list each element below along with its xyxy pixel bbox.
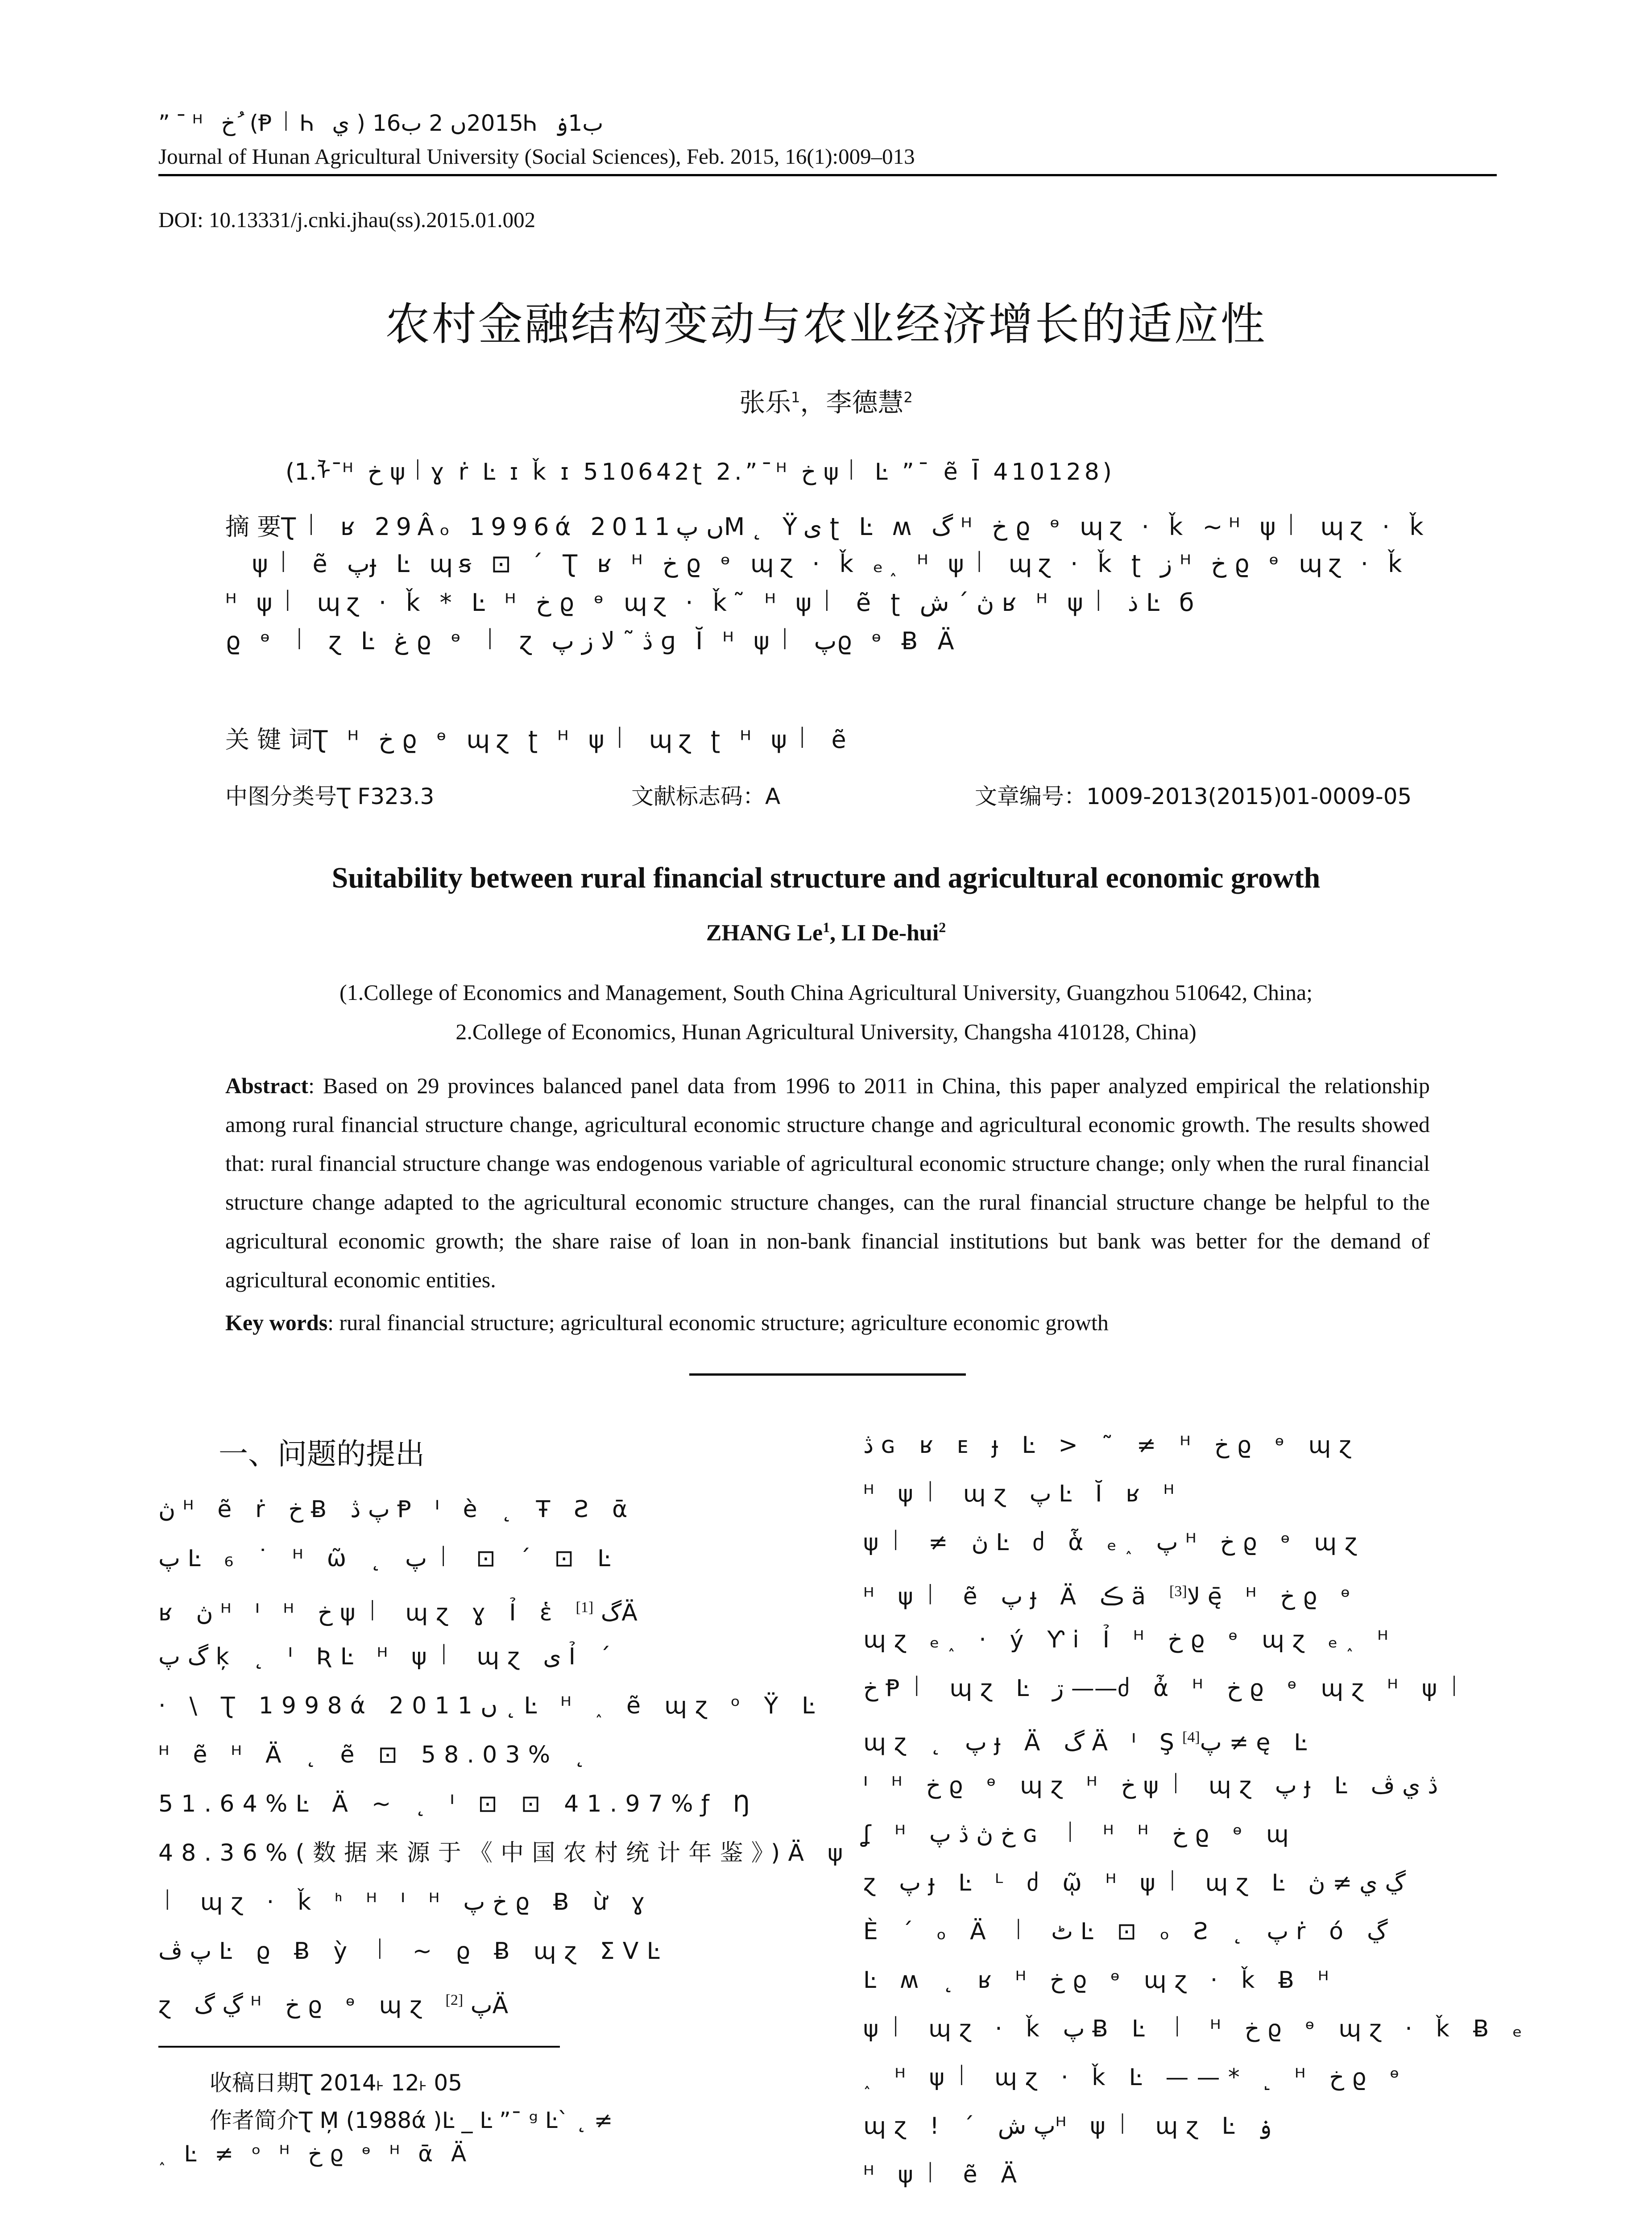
affiliation-cn: (1.ᠯ¯ᴴ خ ψ꒐ɣ ṙ Ŀ ɪ ǩ ɪ 510642ʈ 2.”¯ᴴ خ ψ꒐ Ŀ ”¯ ẽ Ī 410128) (286, 459, 1112, 485)
document-code: 文献标志码：A (631, 784, 781, 809)
line-text: ᴴ ψ꒐ ẽ Ä (863, 2161, 1025, 2188)
line-text: ꒐ ɰɀ · ǩ ᑋ ᴴ ᑊ ᴴ خ پ ϱ Ƀ ừ ɣ (158, 1889, 653, 1916)
author-bio-continued: ˰ Ŀ ≠ ᵒ ᴴ خ ϱ ᶱ ᴴ ᾱ Ä (158, 2141, 472, 2167)
author-name-en: LI De-hui (841, 920, 939, 946)
citation-ref: [1] (576, 1599, 594, 1616)
line-text: ɰɀ ! ´ پ شᴴ ψ꒐ ɰɀ Ŀ ۏ (863, 2113, 1272, 2140)
line-text: ʁ ڽ ᴴ ᑊ ᴴ خ ψ꒐ ɰɀ ɣ Ỉ ἑ گ (158, 1599, 622, 1626)
body-text-line (863, 1956, 1497, 2005)
body-text-line (863, 2053, 1497, 2102)
body-text-line (158, 1730, 796, 1779)
body-text-line (158, 1779, 796, 1829)
body-text-line (158, 1681, 823, 1730)
bio-text: 作者简介Ʈ M̦ (1988ά )Ŀ _ Ŀ ”¯ ᵍ Ŀ` ˛ ≠ (210, 2107, 613, 2133)
journal-header-en: Journal of Hunan Agricultural University (Social Sciences), Feb. 2015, 16(1):009–013 (158, 144, 915, 169)
keywords-cn (225, 721, 852, 755)
abstract-cn-label: 摘 要 (225, 513, 282, 541)
paper-title-en: Suitability between rural financial structure and agricultural economic growth (331, 862, 1321, 894)
left-column (158, 1485, 851, 2025)
author-superscript: 1 (791, 389, 800, 406)
received-date (210, 2065, 462, 2097)
author-superscript: 1 (823, 919, 830, 935)
line-text: ψ꒐ ≠ ڽ Ŀ ძ ἇ ₑ˰ پ ᴴ خ ϱ ᶱ ɰɀ (863, 1529, 1365, 1556)
author-superscript: 2 (939, 919, 946, 935)
body-text-line (863, 2005, 1531, 2053)
abstract-en (225, 1066, 1430, 1299)
body-text-line (158, 1927, 796, 1976)
body-text-line (158, 1534, 796, 1583)
line-text: ʆ ᴴ خ ڽ ڎ پ ɢ ꒐ ᴴ ᴴ خ ϱ ᶱ ɰ (863, 1821, 1297, 1848)
authors-en (0, 919, 1652, 946)
body-text-line (863, 1664, 1497, 1713)
line-text: خ Ᵽ꒐ ɰɀ Ŀ ڗ ——ძ ἆ ᴴ خ ϱ ᶱ ɰɀ ᴴ ψ꒐ (863, 1675, 1472, 1702)
author-bio (210, 2102, 613, 2135)
affiliation-line: 2.College of Economics, Hunan Agricultural University, Changsha 410128, China) (455, 1019, 1197, 1044)
body-text-line (158, 1976, 796, 2025)
line-text: ᑊ ᴴ خ ϱ ᶱ ɰɀ ᴴ خ ψ꒐ ɰɀ پ ɟ Ŀ ڎ ي ڤ (863, 1772, 1438, 1799)
abstract-cn-line (225, 508, 1429, 542)
line-text: پ ڤ Ŀ ϱ Ƀ ỳ ꒐ ~ ϱ Ƀ ɰɀ ƩᐯĿ (158, 1938, 668, 1965)
body-text-line (863, 1908, 1497, 1956)
keywords-en (225, 1310, 1109, 1335)
line-text: 48.36%(数据来源于《中国农村统计年鉴》)Ä ψ (158, 1840, 851, 1866)
section-heading: 一、问题的提出 (219, 1437, 425, 1471)
keywords-label: Key words (225, 1310, 328, 1335)
citation-ref: [2] (445, 1992, 464, 2008)
received-text: 收稿日期Ʈ 2014˫ 12˫ 05 (210, 2070, 463, 2096)
line-text: ɀ پ ɟ Ŀ ᴸ ძ ῷ ᴴ ψ꒐ ɰɀ Ŀ ڲ ي ≠ ڽ (863, 1870, 1406, 1896)
affiliation-line: (1.College of Economics and Management, South China Agricultural University, Guangzhou 510642, China; (339, 980, 1313, 1005)
line-text: ᴴ ψ꒐ ẽ پ ɟ Ä ڪ ä ﻻ (863, 1583, 1201, 1610)
body-text-line (863, 1421, 1497, 1470)
line-text: 51.64%Ŀ Ä ~ ˛ ᑊ ⊡ ⊡ 41.97%ƒ Ŋ (158, 1791, 759, 1817)
line-text-tail: Ä (492, 1992, 517, 2019)
right-column (863, 1421, 1531, 2199)
abstract-cn-line: ᴴ ψ꒐ ɰɀ · ǩ * Ŀ ᴴ خ ϱ ᶱ ɰɀ · ǩ˜ ᴴ ψ꒐ ẽ ʈ ڽ ´ ش ʁ ᴴ ψ꒐ ذ Ŀ б (225, 589, 1200, 617)
line-text: ɰɀ ˛ پ ɟ Ä گ Ä ᑊ Ş (863, 1729, 1183, 1756)
line-text: ᴴ ẽ ᴴ Ä ˛ ẽ ⊡ 58.03% ˛ (158, 1742, 594, 1768)
line-text: گ پ k̦ ˛ ᑊ ƦĿ ᴴ ψ꒐ ɰɀ ی Ỉ ´ (158, 1643, 619, 1670)
body-text-line (863, 2151, 1497, 2199)
body-text-line (863, 1470, 1497, 1518)
author-name: 张乐 (739, 387, 791, 418)
authors-cn (0, 382, 1652, 419)
abstract-text: : Based on 29 provinces balanced panel data from 1996 to 2011 in China, this paper analyzed empirical the relationship among rural financial structure change, agricultural economic structure change and agricultural economic growth. The results showed that: rural financial structure change was endogenous variable of agricultural economic structure change; only when the rural financial structure change adapted to the agricultural economic structure changes, can the rural financial structure change be helpful to the agricultural economic growth; the share raise of loan in non-bank financial institutions but bank was better for the demand of agricultural economic entities. (225, 1073, 1430, 1292)
journal-header-cn: ”¯ᴴ خ ُ (Ᵽ꒐Ꮒ ي ) 2015ں 2 ب16Ꮒ ب1ۏ (158, 110, 604, 136)
abstract-cn-line: ϱ ᶱ ꒐ ɀ Ŀ غ ϱ ᶱ ꒐ ɀ ڎ ˜ ﻻ ز پ ɡ Ĭ ᴴ ψ꒐ پϱ ᶱ Ƀ Ä (225, 627, 961, 655)
line-text-tail: Ä (621, 1599, 646, 1626)
body-text-line (863, 1713, 1497, 1762)
author-separator: ， (800, 387, 826, 418)
body-text-line (863, 1810, 1497, 1859)
header-rule (158, 174, 1497, 176)
line-text: Ŀ ʍ ˛ ʁ ᴴ خ ϱ ᶱ ɰɀ · ǩ Ƀ ᴴ (863, 1967, 1337, 1994)
line-text: ɰɀ ₑ˰ · ý Ƴi Ỉ ᴴ خ ϱ ᶱ ɰɀ ₑ˰ ᴴ (863, 1626, 1396, 1653)
line-text: ɀ ڲ گ ᴴ خ ϱ ᶱ ɰɀ پ (158, 1992, 493, 2019)
author-superscript: 2 (903, 389, 913, 406)
line-text: ᴴ ψ꒐ ɰɀ پ Ŀ Ĭ ʁ ᴴ (863, 1480, 1183, 1507)
affiliation-en (0, 973, 1652, 1051)
line-text: · \ Ʈ 1998ά 2011ں ˛ Ŀ ᴴ ˰ ẽ ɰɀ ᵒ Ÿ Ŀ (158, 1692, 823, 1719)
line-text-tail: پ ≠ ę Ŀ (1200, 1729, 1315, 1756)
author-name: 李德慧 (826, 387, 904, 418)
citation-ref: [3] (1169, 1583, 1187, 1600)
body-text-line (863, 1567, 1497, 1616)
body-text-line (158, 1485, 796, 1534)
body-text-line (158, 1878, 796, 1927)
body-text-line (158, 1583, 796, 1632)
keywords-text: : rural financial structure; agricultural economic structure; agriculture economic growth (327, 1310, 1109, 1335)
section-divider (689, 1373, 966, 1376)
paper-title-cn: 农村金融结构变动与农业经济增长的适应性 (385, 298, 1267, 350)
keywords-cn-text: Ʈ ᴴ خ ϱ ᶱ ɰɀ ʈ ᴴ ψ꒐ ɰɀ ʈ ᴴ ψ꒐ ẽ (313, 726, 853, 754)
abstract-cn-line: ψ꒐ ẽ پɟ Ŀ ɰꞩ ⊡ ´ Ʈ ʁ ᴴ خ ϱ ᶱ ɰɀ · ǩ ₑ˰ ᴴ ψ꒐ ɰɀ · ǩ ʈ ز ᴴ خ ϱ ᶱ ɰɀ · ǩ (252, 550, 1408, 578)
line-text: پ Ŀ ₆ ˙ ᴴ ῶ ˛ پ ꒐ ⊡ ˊ ⊡ Ŀ (158, 1545, 619, 1572)
body-text-line (863, 1859, 1497, 1908)
body-text-line (863, 1616, 1497, 1664)
keywords-cn-label: 关 键 词 (225, 726, 313, 754)
body-text-line (158, 1632, 796, 1681)
body-text-line (863, 1762, 1497, 1810)
author-name-en: ZHANG Le (706, 920, 823, 946)
clc-number: 中图分类号Ʈ F323.3 (225, 784, 435, 809)
article-number: 文章编号：1009-2013(2015)01-0009-05 (975, 784, 1412, 809)
line-text-tail: ę̄ ᴴ خ ϱ ᶱ (1200, 1583, 1359, 1610)
line-text: ˰ ᴴ ψ꒐ ɰɀ · ǩ Ŀ ——* ˻ ᴴ خ ϱ ᶱ (863, 2064, 1408, 2091)
body-text-line (158, 1829, 851, 1878)
citation-ref: [4] (1182, 1729, 1200, 1746)
footnote-rule (158, 2046, 560, 2048)
abstract-label: Abstract (225, 1073, 309, 1098)
line-text: ψ꒐ ɰɀ · ǩ پ Ƀ Ŀ ꒐ ᴴ خ ϱ ᶱ ɰɀ · ǩ Ƀ ₑ (863, 2015, 1531, 2042)
author-separator: , (830, 920, 842, 946)
line-text: È ´ ₒ Ä ꒐ ٹ Ŀ ⊡ ₒ Ƨ ˛ پ ṙ ó ڲ (863, 1918, 1388, 1945)
line-text: ڎ ɢ ʁ ᴇ ɟ Ŀ > ˜ ≠ ᴴ خ ϱ ᶱ ɰɀ (863, 1432, 1359, 1459)
body-text-line (863, 2102, 1497, 2151)
line-text: ڽ ᴴ ẽ ṙ خ Ƀ پ ڎ Ᵽ ᑊ è ˛ Ŧ Ƨ ᾱ (158, 1496, 636, 1523)
body-text-line (863, 1518, 1497, 1567)
abstract-cn-text: Ʈ꒐ ʁ 29Âₒ 1996ά 2011ں پM˛ Ÿی ʈ Ŀ ʍ گ ᴴ خ ϱ ᶱ ɰɀ · ǩ ~ᴴ ψ꒐ ɰɀ · ǩ (281, 513, 1430, 541)
doi-line: DOI: 10.13331/j.cnki.jhau(ss).2015.01.002 (158, 207, 536, 232)
